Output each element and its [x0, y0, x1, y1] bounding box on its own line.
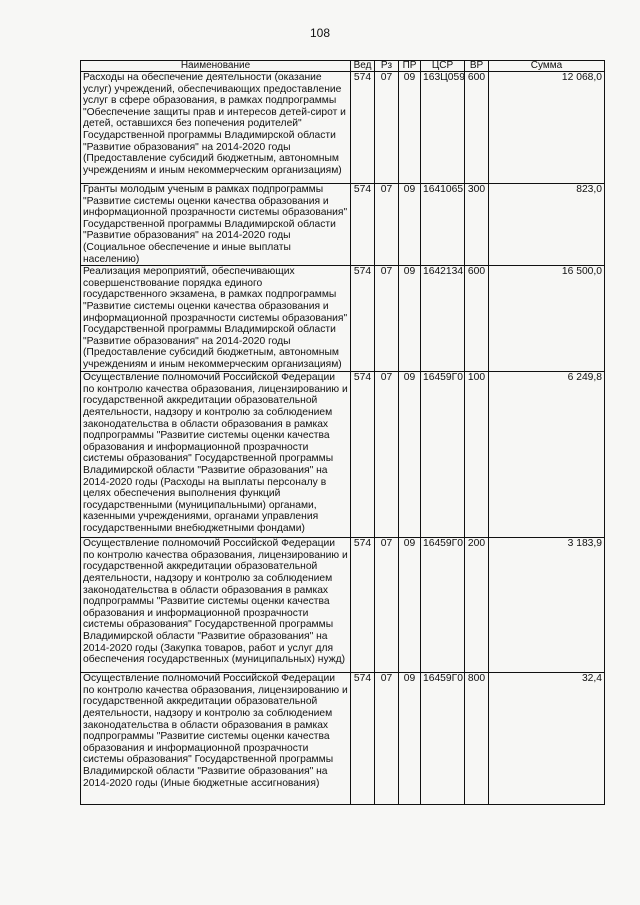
- row-csr: 1641065: [421, 184, 465, 266]
- row-csr: 163Ц059: [421, 72, 465, 184]
- row-ved: 574: [351, 372, 375, 538]
- table-row: [81, 266, 605, 372]
- row-ved: 574: [351, 673, 375, 805]
- row-csr: 16459Г0: [421, 538, 465, 673]
- table-row: [81, 538, 605, 673]
- row-rz: 07: [375, 673, 399, 805]
- header-ved: Вед: [351, 61, 375, 72]
- row-vr: 600: [465, 266, 489, 372]
- table-row: [81, 184, 605, 266]
- row-ved: 574: [351, 266, 375, 372]
- row-sum: 3 183,9: [489, 538, 605, 673]
- row-rz: 07: [375, 372, 399, 538]
- row-sum: 12 068,0: [489, 72, 605, 184]
- header-csr: ЦСР: [421, 61, 465, 72]
- row-sum: 6 249,8: [489, 372, 605, 538]
- row-ved: 574: [351, 72, 375, 184]
- table-row: [81, 72, 605, 184]
- row-csr: 1642134: [421, 266, 465, 372]
- row-pr: 09: [399, 266, 421, 372]
- row-sum: 32,4: [489, 673, 605, 805]
- row-pr: 09: [399, 673, 421, 805]
- row-pr: 09: [399, 372, 421, 538]
- header-pr: ПР: [399, 61, 421, 72]
- page-number: 108: [309, 26, 331, 40]
- row-rz: 07: [375, 538, 399, 673]
- row-rz: 07: [375, 72, 399, 184]
- row-name: Реализация мероприятий, обеспечивающих совершенствование порядка единого государственного экзамена, в рамках подпрограммы "Развитие системы оценки качества образования и информационной прозрачности системы образования" Государственной программы Владимирской области "Развитие образования" на 2014-2020 годы (Предоставление субсидий бюджетным, автономным учреждениям и иным некоммерческим организациям): [81, 266, 351, 372]
- row-sum: 823,0: [489, 184, 605, 266]
- header-vr: ВР: [465, 61, 489, 72]
- row-ved: 574: [351, 184, 375, 266]
- row-vr: 600: [465, 72, 489, 184]
- budget-table: [80, 60, 605, 805]
- row-pr: 09: [399, 538, 421, 673]
- row-vr: 300: [465, 184, 489, 266]
- row-name: Гранты молодым ученым в рамках подпрограммы "Развитие системы оценки качества образования и информационной прозрачности системы образования" Государственной программы Владимирской области "Развитие образования" на 2014-2020 годы (Социальное обеспечение и иные выплаты населению): [81, 184, 351, 266]
- row-rz: 07: [375, 184, 399, 266]
- header-sum: Сумма: [489, 61, 605, 72]
- row-rz: 07: [375, 266, 399, 372]
- header-name: Наименование: [81, 61, 351, 72]
- row-name: Осуществление полномочий Российской Федерации по контролю качества образования, лицензированию и государственной аккредитации образовательной деятельности, надзору и контролю за соблюдением законодательства в области образования в рамках подпрограммы "Развитие системы оценки качества образования и информационной прозрачности системы образования" Государственной программы Владимирской области "Развитие образования" на 2014-2020 годы (Закупка товаров, работ и услуг для обеспечения государственных (муниципальных) нужд): [81, 538, 351, 673]
- table-header-row: [81, 61, 605, 72]
- row-name: Расходы на обеспечение деятельности (оказание услуг) учреждений, обеспечивающих предоставление услуг в сфере образования, в рамках подпрограммы "Обеспечение защиты прав и интересов детей-сирот и детей, оставшихся без попечения родителей" Государственной программы Владимирской области "Развитие образования" на 2014-2020 годы (Предоставление субсидий бюджетным, автономным учреждениям и иным некоммерческим организациям): [81, 72, 351, 184]
- row-vr: 100: [465, 372, 489, 538]
- row-csr: 16459Г0: [421, 372, 465, 538]
- row-vr: 800: [465, 673, 489, 805]
- row-ved: 574: [351, 538, 375, 673]
- row-csr: 16459Г0: [421, 673, 465, 805]
- row-pr: 09: [399, 72, 421, 184]
- header-rz: Рз: [375, 61, 399, 72]
- row-sum: 16 500,0: [489, 266, 605, 372]
- row-pr: 09: [399, 184, 421, 266]
- table-row: [81, 673, 605, 805]
- row-name: Осуществление полномочий Российской Федерации по контролю качества образования, лицензированию и государственной аккредитации образовательной деятельности, надзору и контролю за соблюдением законодательства в области образования в рамках подпрограммы "Развитие системы оценки качества образования и информационной прозрачности системы образования" Государственной программы Владимирской области "Развитие образования" на 2014-2020 годы (Расходы на выплаты персоналу в целях обеспечения выполнения функций государственными (муниципальными) органами, казенными учреждениями, органами управления государственными внебюджетными фондами): [81, 372, 351, 538]
- row-vr: 200: [465, 538, 489, 673]
- row-name: Осуществление полномочий Российской Федерации по контролю качества образования, лицензированию и государственной аккредитации образовательной деятельности, надзору и контролю за соблюдением законодательства в области образования в рамках подпрограммы "Развитие системы оценки качества образования и информационной прозрачности системы образования" Государственной программы Владимирской области "Развитие образования" на 2014-2020 годы (Иные бюджетные ассигнования): [81, 673, 351, 805]
- table-row: [81, 372, 605, 538]
